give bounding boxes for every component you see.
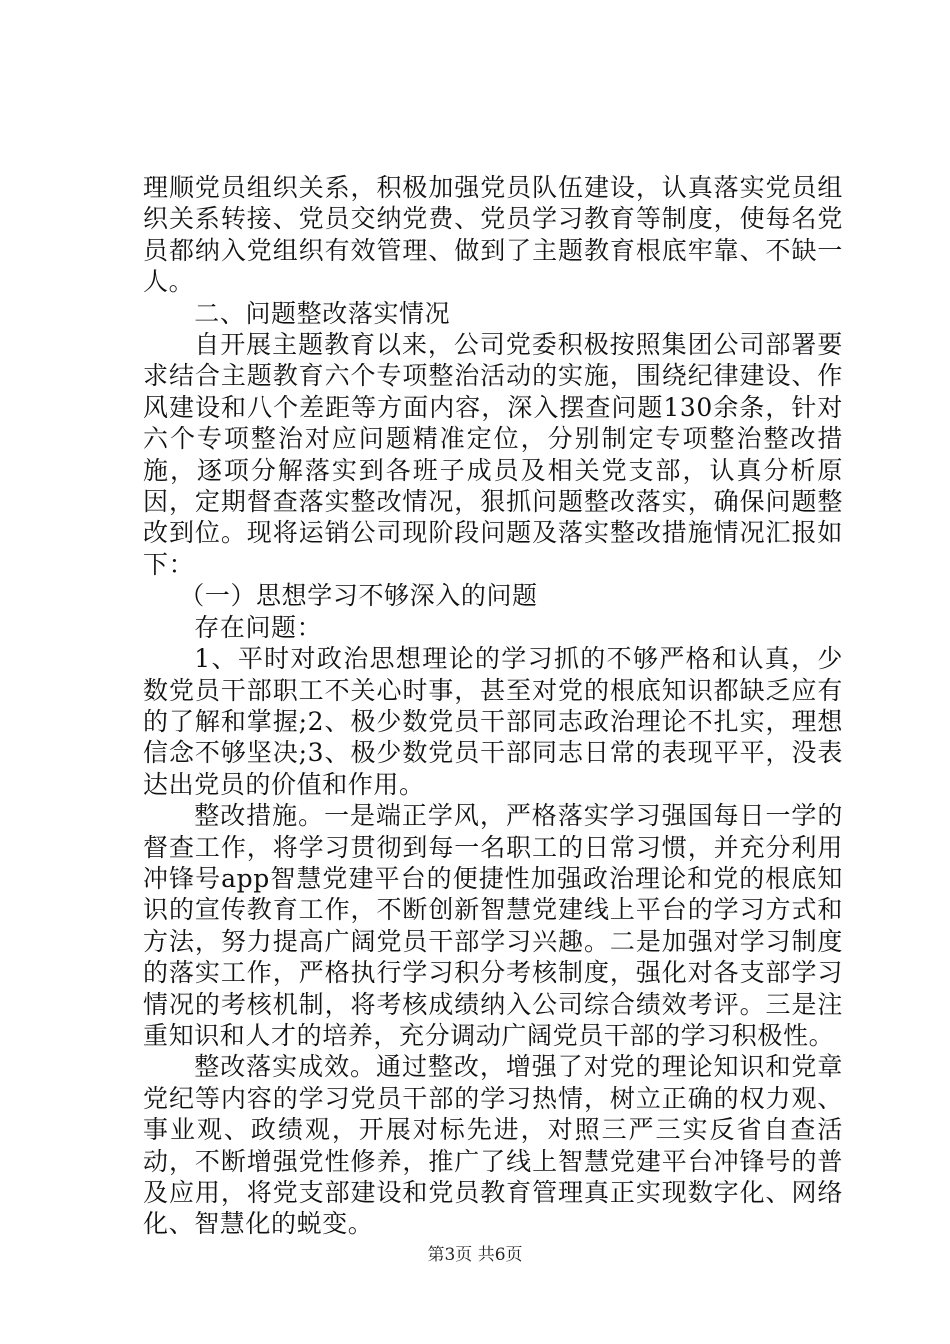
paragraph-overview: 自开展主题教育以来，公司党委积极按照集团公司部署要求结合主题教育六个专项整治活动的实施，围绕纪律建设、作风建设和八个差距等方面内容，深入摆查问题130余条，针对六个专项整治对应问题精准定位，分别制定专项整治整改措施，逐项分解落实到各班子成员及相关党支部，认真分析原因，定期督查落实整改情况，狠抓问题整改落实，确保问题整改到位。现将运销公司现阶段问题及落实整改措施情况汇报如下： xyxy=(143,330,843,579)
subsection-heading-study: （一）思想学习不够深入的问题 xyxy=(179,581,538,611)
paragraph-continuation: 理顺党员组织关系，积极加强党员队伍建设，认真落实党员组织关系转接、党员交纳党费、党员学习教育等制度，使每名党员都纳入党组织有效管理、做到了主题教育根底牢靠、不缺一人。 xyxy=(143,173,843,297)
page-footer xyxy=(0,1244,950,1266)
paragraph-measures: 整改措施。一是端正学风，严格落实学习强国每日一学的督查工作，将学习贯彻到每一名职工的日常习惯，并充分利用冲锋号app智慧党建平台的便捷性加强政治理论和党的根底知识的宣传教育工作，不断创新智慧党建线上平台的学习方式和方法，努力提高广阔党员干部学习兴趣。二是加强对学习制度的落实工作，严格执行学习积分考核制度，强化对各支部学习情况的考核机制，将考核成绩纳入公司综合绩效考评。三是注重知识和人才的培养，充分调动广阔党员干部的学习积极性。 xyxy=(143,801,843,1050)
paragraph-problems: 1、平时对政治思想理论的学习抓的不够严格和认真，少数党员干部职工不关心时事，甚至对党的根底知识都缺乏应有的了解和掌握;2、极少数党员干部同志政治理论不扎实，理想信念不够坚决;3、极少数党员干部同志日常的表现平平，没表达出党员的价值和作用。 xyxy=(143,644,843,799)
page-number-label: 第3页 共6页 xyxy=(427,1245,523,1265)
section-heading-rectification: 二、问题整改落实情况 xyxy=(194,298,451,328)
paragraph-results: 整改落实成效。通过整改，增强了对党的理论知识和党章党纪等内容的学习党员干部的学习热情，树立正确的权力观、事业观、政绩观，开展对标先进，对照三严三实反省自查活动，不断增强党性修养，推广了线上智慧党建平台冲锋号的普及应用，将党支部建设和党员教育管理真正实现数字化、网络化、智慧化的蜕变。 xyxy=(143,1052,843,1239)
document-body xyxy=(143,172,843,1240)
label-existing-problems: 存在问题： xyxy=(194,612,323,642)
